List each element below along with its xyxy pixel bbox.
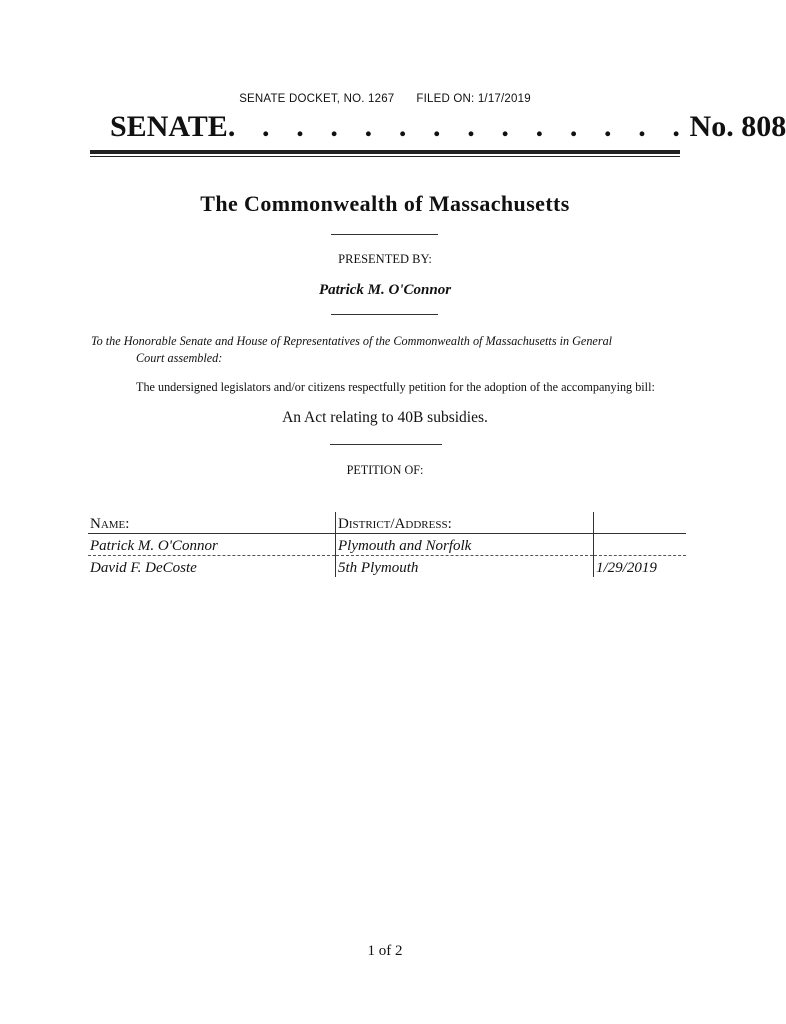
divider [331,234,438,235]
act-title: An Act relating to 40B subsidies. [282,409,488,426]
petitioner-district: Plymouth and Norfolk [336,534,594,556]
address-line-2: Court assembled: [136,351,223,365]
petitioner-name: Patrick M. O'Connor [88,534,336,556]
filed-date: FILED ON: 1/17/2019 [416,93,531,105]
divider [331,314,438,315]
column-header-district: District/Address: [336,512,594,534]
table-row [88,534,686,556]
docket-line [0,93,770,105]
presenter-name: Patrick M. O'Connor [318,282,452,298]
column-header-name: Name: [88,512,336,534]
commonwealth-heading: The Commonwealth of Massachusetts [200,191,570,216]
petitioner-name: David F. DeCoste [90,560,197,576]
address-paragraph [91,333,681,367]
column-header-date [594,512,687,534]
address-line-1: To the Honorable Senate and House of Representatives of the Commonwealth of Massachusetts in General [91,334,613,348]
petitioners-table [88,512,686,577]
senate-title-line [110,110,786,144]
presented-by-label: PRESENTED BY: [338,252,432,266]
page-number: 1 of 2 [367,943,403,959]
petitioner-district: 5th Plymouth [336,556,594,578]
header-rule-thick [90,150,680,154]
bill-number: No. 808 [689,110,786,143]
petition-statement: The undersigned legislators and/or citizens respectfully petition for the adoption of the accompanying bill: [136,380,655,394]
header-rule-thin [90,156,680,157]
table-row [88,556,686,578]
petitioner-date [594,534,687,556]
leader-dots: . . . . . . . . . . . . . . [227,110,690,143]
petitioner-date: 1/29/2019 [594,556,687,578]
table-header-row [88,512,686,534]
divider [330,444,442,445]
docket-number: SENATE DOCKET, NO. 1267 [239,93,395,105]
petition-of-label: PETITION OF: [346,463,424,477]
chamber-name: SENATE [110,110,228,143]
